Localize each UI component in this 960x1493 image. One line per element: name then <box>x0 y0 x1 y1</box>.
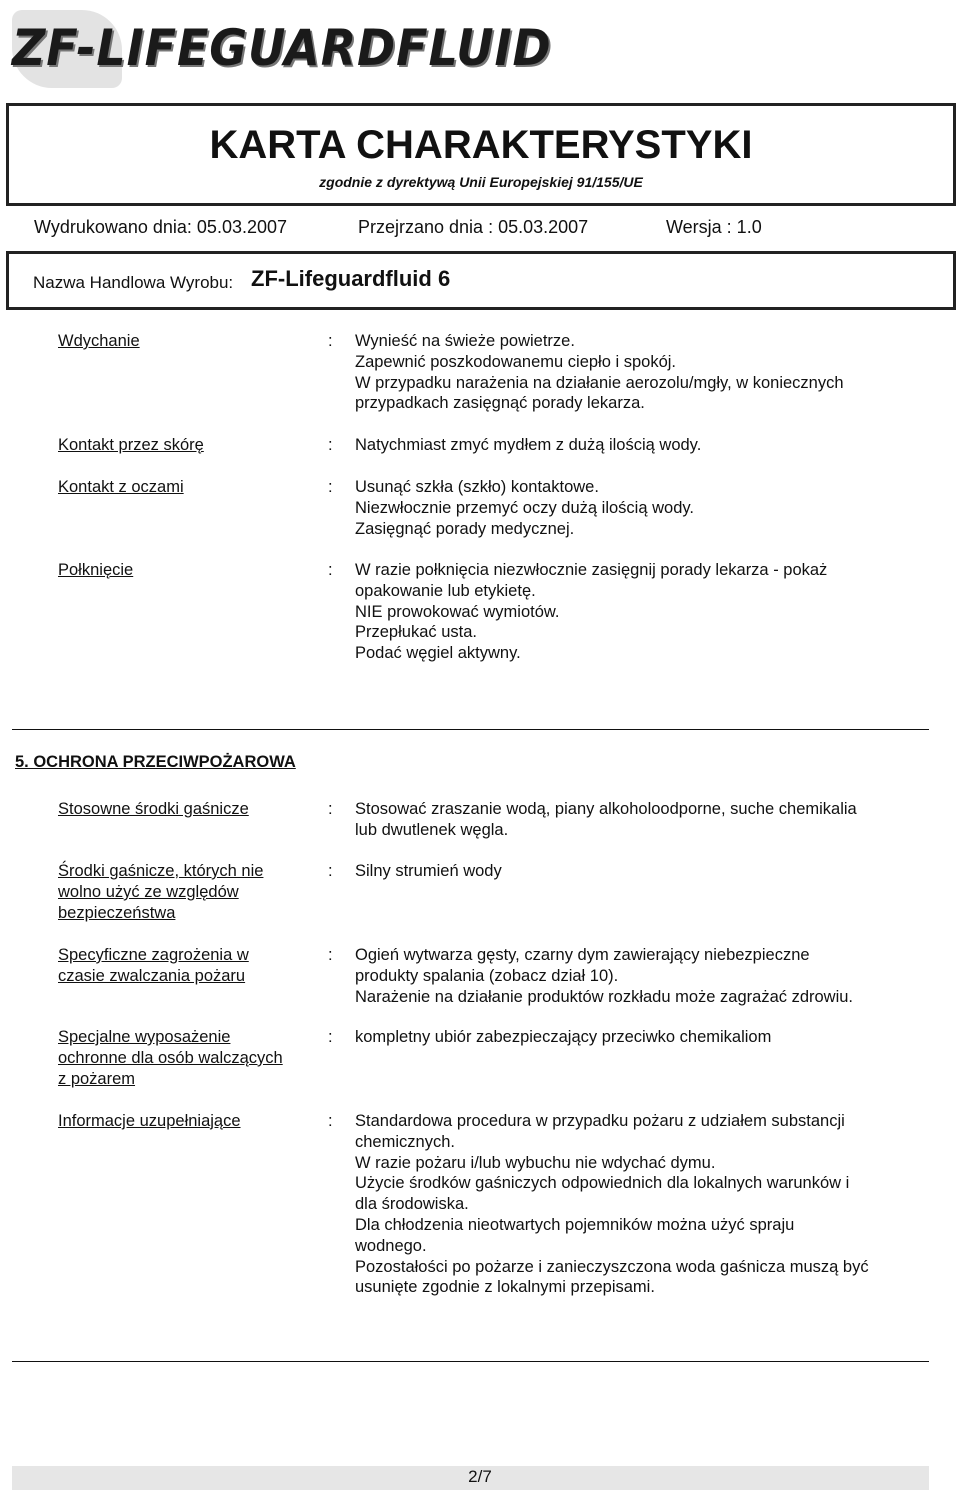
first-aid-label <box>58 477 313 498</box>
section-5-title: 5. OCHRONA PRZECIWPOŻAROWA <box>15 753 296 771</box>
value-line: usunięte zgodnie z lokalnymi przepisami. <box>355 1278 655 1297</box>
separator-colon: : <box>328 1028 333 1046</box>
value-line: Narażenie na działanie produktów rozkładu może zagrażać zdrowiu. <box>355 987 854 1006</box>
fire-label <box>58 1027 313 1089</box>
value-line: Wynieść na świeże powietrze. <box>355 332 575 350</box>
fire-value <box>355 1111 935 1298</box>
print-date: Wydrukowano dnia: 05.03.2007 <box>34 217 288 237</box>
document-title: KARTA CHARAKTERYSTYKI <box>209 123 753 167</box>
separator-colon: : <box>328 478 333 496</box>
value-line: lub dwutlenek węgla. <box>355 820 509 839</box>
company-logo <box>12 2 712 94</box>
fire-label <box>58 799 313 820</box>
value-line: Natychmiast zmyć mydłem z dużą ilością wody. <box>355 436 702 454</box>
value-line: Niezwłocznie przemyć oczy dużą ilością wody. <box>355 498 694 517</box>
value-line: przypadkach zasięgnąć porady lekarza. <box>355 394 645 413</box>
value-line: Usunąć szkła (szkło) kontaktowe. <box>355 478 599 496</box>
value-line: W przypadku narażenia na działanie aerozolu/mgły, w koniecznych <box>355 373 844 392</box>
fire-value <box>355 861 935 882</box>
value-line: Standardowa procedura w przypadku pożaru z udziałem substancji <box>355 1112 845 1130</box>
value-line: Zapewnić poszkodowanemu ciepło i spokój. <box>355 352 677 371</box>
value-line: Zasięgnąć porady medycznej. <box>355 519 575 538</box>
first-aid-value <box>355 331 935 414</box>
product-name: ZF-Lifeguardfluid 6 <box>251 266 451 291</box>
value-line: produkty spalania (zobacz dział 10). <box>355 966 619 985</box>
value-line: Silny strumień wody <box>355 862 502 880</box>
version: Wersja : 1.0 <box>666 217 762 237</box>
label-line: czasie zwalczania pożaru <box>58 966 246 985</box>
first-aid-value <box>355 560 935 664</box>
value-line: W razie połknięcia niezwłocznie zasięgnij porady lekarza - pokaż <box>355 561 828 579</box>
fire-label <box>58 945 313 987</box>
first-aid-label <box>58 435 313 456</box>
value-line: NIE prowokować wymiotów. <box>355 602 560 621</box>
fire-value <box>355 799 935 841</box>
value-line: chemicznych. <box>355 1132 455 1151</box>
footer-divider <box>12 1361 929 1362</box>
document-subtitle: zgodnie z dyrektywą Unii Europejskiej 91/155/UE <box>319 174 643 190</box>
separator-colon: : <box>328 862 333 880</box>
label-line: bezpieczeństwa <box>58 903 176 922</box>
value-line: Podać węgiel aktywny. <box>355 644 521 663</box>
review-date: Przejrzano dnia : 05.03.2007 <box>358 217 589 237</box>
value-line: Użycie środków gaśniczych odpowiednich dla lokalnych warunków i <box>355 1174 850 1193</box>
label-line: ochronne dla osób walczących <box>58 1048 283 1067</box>
value-line: Pozostałości po pożarze i zanieczyszczona woda gaśnicza muszą być <box>355 1257 869 1276</box>
label-line: z pożarem <box>58 1069 136 1088</box>
value-line: Dla chłodzenia nieotwartych pojemników można użyć spraju <box>355 1215 795 1234</box>
value-line: Przepłukać usta. <box>355 623 477 642</box>
separator-colon: : <box>328 800 333 818</box>
value-line: Ogień wytwarza gęsty, czarny dym zawierający niebezpieczne <box>355 946 810 964</box>
label-line: Specjalne wyposażenie <box>58 1028 231 1046</box>
label-line: Środki gaśnicze, których nie <box>58 862 264 880</box>
fire-value <box>355 1027 935 1048</box>
separator-colon: : <box>328 561 333 579</box>
fire-label <box>58 861 313 923</box>
label-line: Połknięcie <box>58 561 134 579</box>
separator-colon: : <box>328 946 333 964</box>
product-box <box>6 251 956 310</box>
separator-colon: : <box>328 332 333 350</box>
label-line: wolno użyć ze względów <box>58 882 239 901</box>
section-divider <box>12 729 929 730</box>
separator-colon: : <box>328 1112 333 1130</box>
document-header <box>6 103 956 206</box>
label-line: Informacje uzupełniające <box>58 1112 241 1130</box>
value-line: kompletny ubiór zabezpieczający przeciwko chemikaliom <box>355 1028 772 1046</box>
logo-text: ZF-LIFEGUARDFLUID <box>12 19 552 77</box>
first-aid-value <box>355 435 935 456</box>
value-line: dla środowiska. <box>355 1195 469 1214</box>
separator-colon: : <box>328 436 333 454</box>
first-aid-label <box>58 331 313 352</box>
label-line: Specyficzne zagrożenia w <box>58 946 249 964</box>
label-line: Wdychanie <box>58 332 140 350</box>
label-line: Stosowne środki gaśnicze <box>58 800 249 818</box>
fire-value <box>355 945 935 1007</box>
value-line: wodnego. <box>355 1236 427 1255</box>
first-aid-label <box>58 560 313 581</box>
value-line: Stosować zraszanie wodą, piany alkoholoodporne, suche chemikalia <box>355 800 857 818</box>
label-line: Kontakt przez skórę <box>58 436 204 454</box>
first-aid-value <box>355 477 935 539</box>
value-line: opakowanie lub etykietę. <box>355 581 536 600</box>
product-label: Nazwa Handlowa Wyrobu: <box>33 273 234 292</box>
page-number: 2/7 <box>468 1467 492 1486</box>
value-line: W razie pożaru i/lub wybuchu nie wdychać dymu. <box>355 1153 716 1172</box>
fire-label <box>58 1111 313 1132</box>
label-line: Kontakt z oczami <box>58 478 184 496</box>
